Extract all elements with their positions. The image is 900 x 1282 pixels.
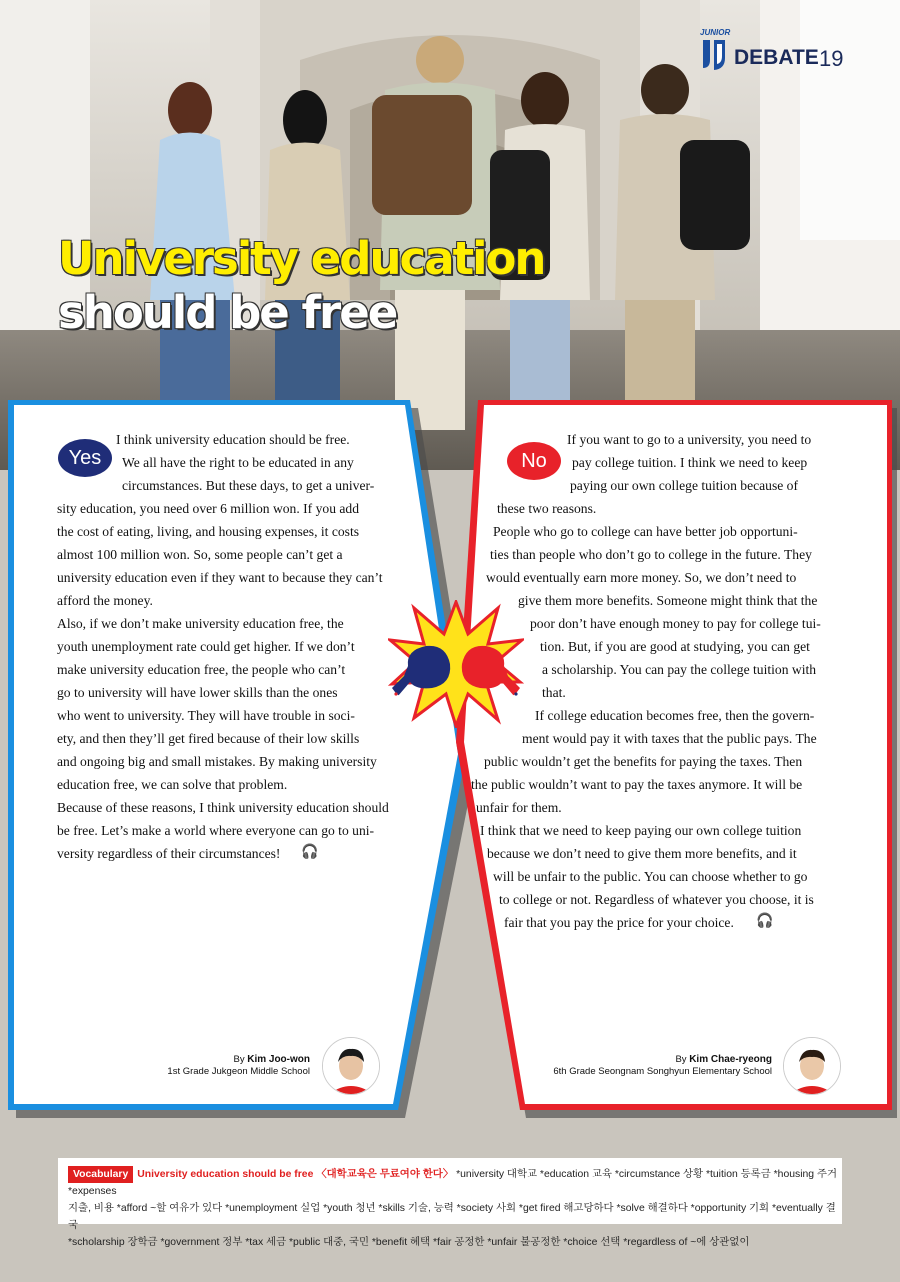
vocabulary-line: 지출, 비용 *afford ~할 여유가 있다 *unemployment 실업 *youth 청년 *skills 기술, 능력 *society 사회 *get fired 해고당하다 *solve 해결하다 *opportunity 기회 *eventually 결국: [68, 1203, 836, 1231]
yes-line: versity regardless of their circumstances!: [57, 846, 281, 861]
no-badge: No: [507, 442, 561, 480]
no-line: tion. But, if you are good at studying, you can get: [540, 639, 810, 654]
yes-line: sity education, you need over 6 million won. If you add: [57, 501, 360, 516]
no-line: a scholarship. You can pay the college tuition with: [542, 662, 817, 677]
yes-line: We all have the right to be educated in any: [122, 455, 354, 470]
avatar: [783, 1037, 841, 1095]
vocabulary-line: *scholarship 장학금 *government 정부 *tax 세금 *public 대중, 국민 *benefit 혜택 *fair 공정한 *unfair 불공정한 *choice 선택 *regardless of ~에 상관없이: [68, 1237, 750, 1248]
no-line: People who go to college can have better job opportuni-: [493, 524, 798, 539]
no-line: ties than people who don’t go to college in the future. They: [490, 547, 812, 562]
brand-junior-label: JUNIOR: [700, 28, 731, 37]
no-line: ment would pay it with taxes that the public pays. The: [522, 731, 817, 746]
no-line: If college education becomes free, then the govern-: [535, 708, 815, 723]
author-school: 6th Grade Seongnam Songhyun Elementary School: [553, 1066, 772, 1077]
yes-line: circumstances. But these days, to get a univer-: [122, 478, 375, 493]
author-prefix: By: [675, 1054, 687, 1065]
author-name: Kim Joo-won: [247, 1054, 310, 1065]
boxing-gloves-icon: [388, 600, 524, 728]
yes-badge: Yes: [58, 439, 112, 477]
yes-line: education free, we can solve that problem.: [57, 777, 288, 792]
article-title: [58, 232, 544, 340]
no-line: poor don’t have enough money to pay for college tui-: [530, 616, 821, 631]
author-school: 1st Grade Jukgeon Middle School: [167, 1066, 310, 1077]
page-number: 19: [819, 46, 844, 71]
no-line: these two reasons.: [497, 501, 597, 516]
author-name: Kim Chae-ryeong: [689, 1054, 772, 1065]
yes-line: ety, and then they’ll get fired because of their low skills: [57, 731, 360, 746]
yes-line: youth unemployment rate could get higher. If we don’t: [57, 639, 355, 654]
yes-line: the cost of eating, living, and housing expenses, it costs: [57, 524, 360, 539]
title-line-1: University education: [58, 232, 545, 285]
vocabulary-tag: Vocabulary: [68, 1166, 133, 1183]
no-line: unfair for them.: [476, 800, 562, 815]
headphones-icon: 🎧: [301, 844, 319, 860]
no-line: to college or not. Regardless of whatever you choose, it is: [499, 892, 814, 907]
no-line: If you want to go to a university, you need to: [567, 432, 812, 447]
yes-line: Also, if we don’t make university education free, the: [57, 616, 344, 631]
yes-line: be free. Let’s make a world where everyone can go to uni-: [57, 823, 375, 838]
no-line: will be unfair to the public. You can choose whether to go: [493, 869, 808, 884]
no-line: the public wouldn’t want to pay the taxes anymore. It will be: [471, 777, 803, 792]
no-line: that.: [542, 685, 566, 700]
yes-line: Because of these reasons, I think university education should: [57, 800, 389, 815]
yes-line: I think university education should be free.: [116, 432, 350, 447]
no-author-byline: [553, 1054, 772, 1078]
yes-line: who went to university. They will have trouble in soci-: [57, 708, 355, 723]
no-line: would eventually earn more money. So, we don’t need to: [486, 570, 797, 585]
vocabulary-box: [58, 1158, 842, 1248]
author-prefix: By: [233, 1054, 245, 1065]
no-line: fair that you pay the price for your choice.: [504, 915, 734, 930]
headphones-icon: 🎧: [756, 913, 774, 929]
yes-line: go to university will have lower skills than the ones: [57, 685, 338, 700]
no-line: public wouldn’t get the benefits for paying the taxes. Then: [484, 754, 803, 769]
no-line: give them more benefits. Someone might think that the: [518, 593, 818, 608]
title-line-2: should be free: [58, 286, 397, 339]
yes-line: and ongoing big and small mistakes. By making university: [57, 754, 377, 769]
avatar: [322, 1037, 380, 1095]
brand-logo-icon: [700, 38, 728, 72]
yes-line: make university education free, the people who can’t: [57, 662, 346, 677]
no-line: I think that we need to keep paying our own college tuition: [480, 823, 802, 838]
vocabulary-headline: University education should be free 〈대학교육은 무료여야 한다〉: [137, 1169, 454, 1180]
no-line: pay college tuition. I think we need to keep: [572, 455, 808, 470]
brand-word: DEBATE: [734, 46, 819, 69]
yes-line: university education even if they want to because they can’t: [57, 570, 383, 585]
no-line: because we don’t need to give them more benefits, and it: [487, 846, 797, 861]
yes-line: afford the money.: [57, 593, 153, 608]
no-line: paying our own college tuition because of: [570, 478, 799, 493]
yes-line: almost 100 million won. So, some people can’t get a: [57, 547, 343, 562]
vocabulary-line: *university 대학교 *education 교육 *circumstance 상황 *tuition 등록금 *housing 주거 *expenses: [68, 1169, 838, 1197]
yes-author-byline: [167, 1054, 310, 1078]
